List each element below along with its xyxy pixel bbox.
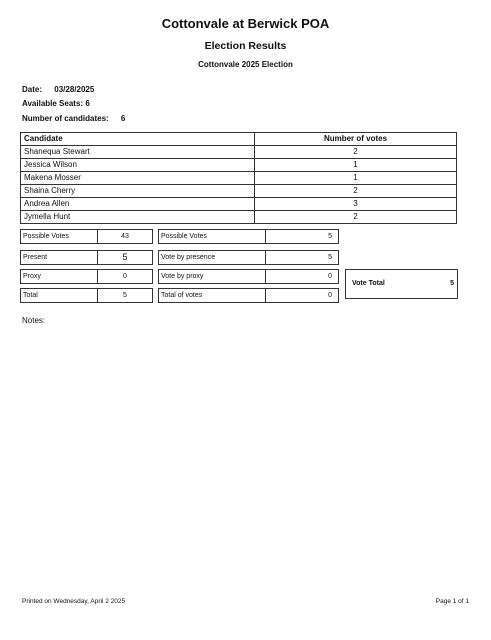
election-name: Cottonvale 2025 Election <box>198 60 293 69</box>
date-value: 03/28/2025 <box>54 85 95 94</box>
printed-date: Printed on Wednesday, April 2 2025 <box>22 598 126 605</box>
report-subtitle: Election Results <box>204 40 287 52</box>
vote-by-proxy-box <box>158 269 339 284</box>
candidate-name: Jymella Hunt <box>21 211 255 224</box>
possible-votes-label: Possible Votes <box>23 233 69 240</box>
present-label: Present <box>23 254 48 261</box>
results-table <box>20 132 457 224</box>
candidate-name: Andrea Allen <box>21 198 255 211</box>
candidates-count-value: 6 <box>120 114 126 123</box>
results-header-row <box>21 133 457 146</box>
table-row <box>21 172 457 185</box>
proxy-box <box>20 269 153 284</box>
candidate-votes: 1 <box>255 172 457 185</box>
vote-by-proxy-label: Vote by proxy <box>161 273 204 280</box>
seats-label: Available Seats: <box>22 99 84 108</box>
vote-by-presence-box <box>158 250 339 265</box>
vote-total-value: 5 <box>450 280 454 287</box>
present-box <box>20 250 153 265</box>
candidate-column-header: Candidate <box>21 133 255 146</box>
candidate-name: Jessica Wilson <box>21 159 255 172</box>
seats-value: 6 <box>85 99 90 108</box>
report-title: Cottonvale at Berwick POA <box>161 16 330 31</box>
mid-possible-votes-box <box>158 229 339 244</box>
candidates-count-label: Number of candidates: <box>22 114 109 123</box>
date-row <box>22 85 94 94</box>
total-of-votes-value: 0 <box>328 292 332 299</box>
candidate-name: Shaina Cherry <box>21 185 255 198</box>
total-value: 5 <box>123 292 127 299</box>
present-value: 5 <box>122 252 128 262</box>
candidate-votes: 1 <box>255 159 457 172</box>
proxy-value: 0 <box>123 273 127 280</box>
vote-by-presence-label: Vote by presence <box>161 254 216 261</box>
table-row <box>21 198 457 211</box>
candidate-votes: 3 <box>255 198 457 211</box>
candidates-count-row <box>22 114 125 123</box>
total-of-votes-label: Total of votes <box>161 292 203 299</box>
vote-total-label: Vote Total <box>352 280 385 287</box>
vote-total-box <box>345 269 458 299</box>
date-label: Date: <box>22 85 43 94</box>
notes-label: Notes: <box>22 316 46 325</box>
mid-possible-votes-value: 5 <box>328 233 332 240</box>
vote-by-presence-value: 5 <box>328 254 332 261</box>
table-row <box>21 159 457 172</box>
mid-possible-votes-label: Possible Votes <box>161 233 207 240</box>
possible-votes-value: 43 <box>121 233 129 240</box>
total-box <box>20 288 153 303</box>
vote-by-proxy-value: 0 <box>328 273 332 280</box>
proxy-label: Proxy <box>23 273 41 280</box>
candidate-name: Shanequa Stewart <box>21 146 255 159</box>
table-row <box>21 211 457 224</box>
candidate-name: Makena Mosser <box>21 172 255 185</box>
candidate-votes: 2 <box>255 146 457 159</box>
possible-votes-box <box>20 229 153 244</box>
candidate-votes: 2 <box>255 211 457 224</box>
candidate-votes: 2 <box>255 185 457 198</box>
page-number: Page 1 of 1 <box>435 598 469 605</box>
table-row <box>21 146 457 159</box>
total-of-votes-box <box>158 288 339 303</box>
seats-row <box>22 99 90 108</box>
total-label: Total <box>23 292 38 299</box>
table-row <box>21 185 457 198</box>
votes-column-header: Number of votes <box>255 133 457 146</box>
